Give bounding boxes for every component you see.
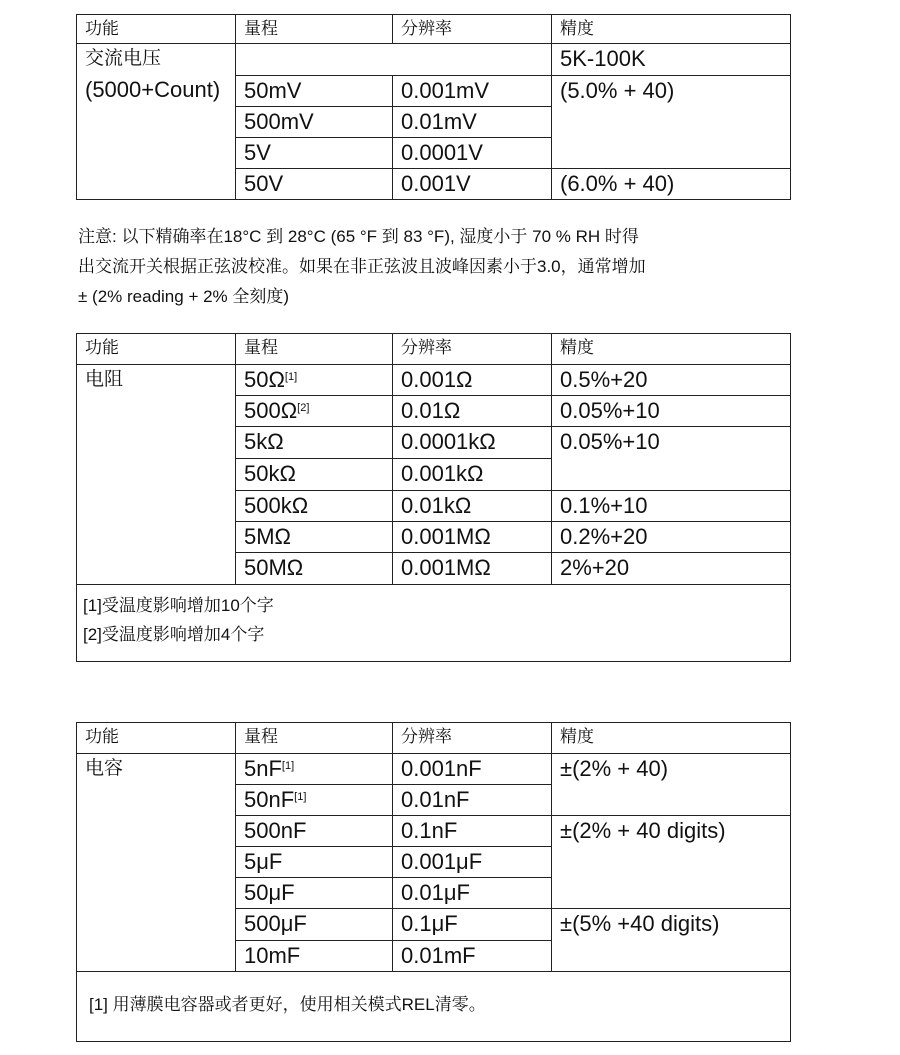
resolution-cell: 0.01nF bbox=[393, 785, 552, 816]
resolution-cell: 0.01kΩ bbox=[393, 491, 552, 522]
accuracy-cell: 2%+20 bbox=[552, 553, 791, 585]
resolution-cell: 0.01μF bbox=[393, 878, 552, 909]
range-cell: 5μF bbox=[236, 847, 393, 878]
resolution-cell: 0.01mF bbox=[393, 941, 552, 972]
capacitance-table bbox=[76, 722, 791, 1042]
range-cell: 5V bbox=[236, 138, 393, 169]
table-header-row bbox=[77, 334, 791, 365]
resolution-cell: 0.01mV bbox=[393, 107, 552, 138]
function-sublabel: (5000+Count) bbox=[85, 77, 221, 102]
range-cell: 50MΩ bbox=[236, 553, 393, 585]
range-cell: 50V bbox=[236, 169, 393, 200]
accuracy-cell: 0.5%+20 bbox=[552, 365, 791, 396]
range-cell bbox=[236, 396, 393, 427]
header-range: 量程 bbox=[236, 334, 393, 365]
accuracy-cell: ±(5% +40 digits) bbox=[552, 909, 791, 972]
table-header-row bbox=[77, 723, 791, 754]
resolution-cell: 0.001mV bbox=[393, 76, 552, 107]
accuracy-cell: 0.05%+10 bbox=[552, 396, 791, 427]
header-resolution: 分辨率 bbox=[393, 15, 552, 44]
footnote-row bbox=[77, 972, 791, 1042]
header-function: 功能 bbox=[77, 334, 236, 365]
range-cell: 50kΩ bbox=[236, 459, 393, 491]
range-value: 50Ω bbox=[244, 367, 285, 392]
range-value: 50nF bbox=[244, 787, 295, 812]
resolution-cell: 0.001nF bbox=[393, 754, 552, 785]
note-line: 注意: 以下精确率在18°C 到 28°C (65 °F 到 83 °F), 湿度小于 70 % RH 时得 bbox=[78, 227, 639, 246]
range-cell bbox=[236, 365, 393, 396]
resolution-cell: 0.001V bbox=[393, 169, 552, 200]
header-range: 量程 bbox=[236, 15, 393, 44]
header-resolution: 分辨率 bbox=[393, 334, 552, 365]
resolution-cell: 0.1nF bbox=[393, 816, 552, 847]
range-cell bbox=[236, 785, 393, 816]
accuracy-cell: (6.0% + 40) bbox=[552, 169, 791, 200]
range-cell: 500kΩ bbox=[236, 491, 393, 522]
footnote-ref: [1] bbox=[294, 791, 307, 803]
resolution-cell: 0.001MΩ bbox=[393, 522, 552, 553]
freq-range-cell: 5K-100K bbox=[552, 44, 791, 76]
table-row bbox=[77, 44, 791, 76]
resolution-cell: 0.0001V bbox=[393, 138, 552, 169]
resolution-cell: 0.001Ω bbox=[393, 365, 552, 396]
range-value: 500Ω bbox=[244, 398, 298, 423]
table-row bbox=[77, 365, 791, 396]
range-cell: 500nF bbox=[236, 816, 393, 847]
table-row bbox=[77, 754, 791, 785]
footnote-ref: [2] bbox=[297, 402, 310, 414]
function-label: 交流电压 bbox=[85, 48, 162, 69]
range-cell: 50mV bbox=[236, 76, 393, 107]
function-cell bbox=[77, 44, 236, 200]
resolution-cell: 0.1μF bbox=[393, 909, 552, 941]
footnote-cell: [1] 用薄膜电容器或者更好，使用相关模式REL清零。 bbox=[77, 972, 791, 1042]
header-resolution: 分辨率 bbox=[393, 723, 552, 754]
accuracy-cell: 0.1%+10 bbox=[552, 491, 791, 522]
header-range: 量程 bbox=[236, 723, 393, 754]
range-cell: 5kΩ bbox=[236, 427, 393, 459]
range-value: 5nF bbox=[244, 756, 282, 781]
resolution-cell: 0.0001kΩ bbox=[393, 427, 552, 459]
accuracy-cell: ±(2% + 40) bbox=[552, 754, 791, 816]
range-cell: 50μF bbox=[236, 878, 393, 909]
function-cell: 电容 bbox=[77, 754, 236, 972]
range-cell: 10mF bbox=[236, 941, 393, 972]
function-cell: 电阻 bbox=[77, 365, 236, 585]
accuracy-cell: 0.05%+10 bbox=[552, 427, 791, 491]
table-header-row bbox=[77, 15, 791, 44]
header-function: 功能 bbox=[77, 15, 236, 44]
header-function: 功能 bbox=[77, 723, 236, 754]
range-cell: 500mV bbox=[236, 107, 393, 138]
footnote: [2]受温度影响增加4个字 bbox=[83, 625, 265, 644]
resolution-cell: 0.001μF bbox=[393, 847, 552, 878]
range-cell: 5MΩ bbox=[236, 522, 393, 553]
accuracy-cell: ±(2% + 40 digits) bbox=[552, 816, 791, 909]
resolution-cell: 0.001MΩ bbox=[393, 553, 552, 585]
header-accuracy: 精度 bbox=[552, 723, 791, 754]
footnote-ref: [1] bbox=[281, 760, 295, 772]
resolution-cell: 0.01Ω bbox=[393, 396, 552, 427]
note-line: ± (2% reading + 2% 全刻度) bbox=[78, 287, 290, 306]
ac-voltage-table bbox=[76, 14, 791, 200]
resolution-cell: 0.001kΩ bbox=[393, 459, 552, 491]
footnote-ref: [1] bbox=[284, 371, 298, 383]
header-accuracy: 精度 bbox=[552, 334, 791, 365]
accuracy-note bbox=[78, 222, 818, 312]
note-line: 出交流开关根据正弦波校准。如果在非正弦波且波峰因素小于3.0，通常增加 bbox=[78, 257, 646, 276]
footnote-row bbox=[77, 585, 791, 662]
range-cell bbox=[236, 754, 393, 785]
header-accuracy: 精度 bbox=[552, 15, 791, 44]
resistance-table bbox=[76, 333, 791, 662]
accuracy-cell: 0.2%+20 bbox=[552, 522, 791, 553]
blank-cell bbox=[236, 44, 552, 76]
footnote: [1]受温度影响增加10个字 bbox=[83, 596, 274, 615]
range-cell: 500μF bbox=[236, 909, 393, 941]
accuracy-cell: (5.0% + 40) bbox=[552, 76, 791, 169]
footnote-cell bbox=[77, 585, 791, 662]
